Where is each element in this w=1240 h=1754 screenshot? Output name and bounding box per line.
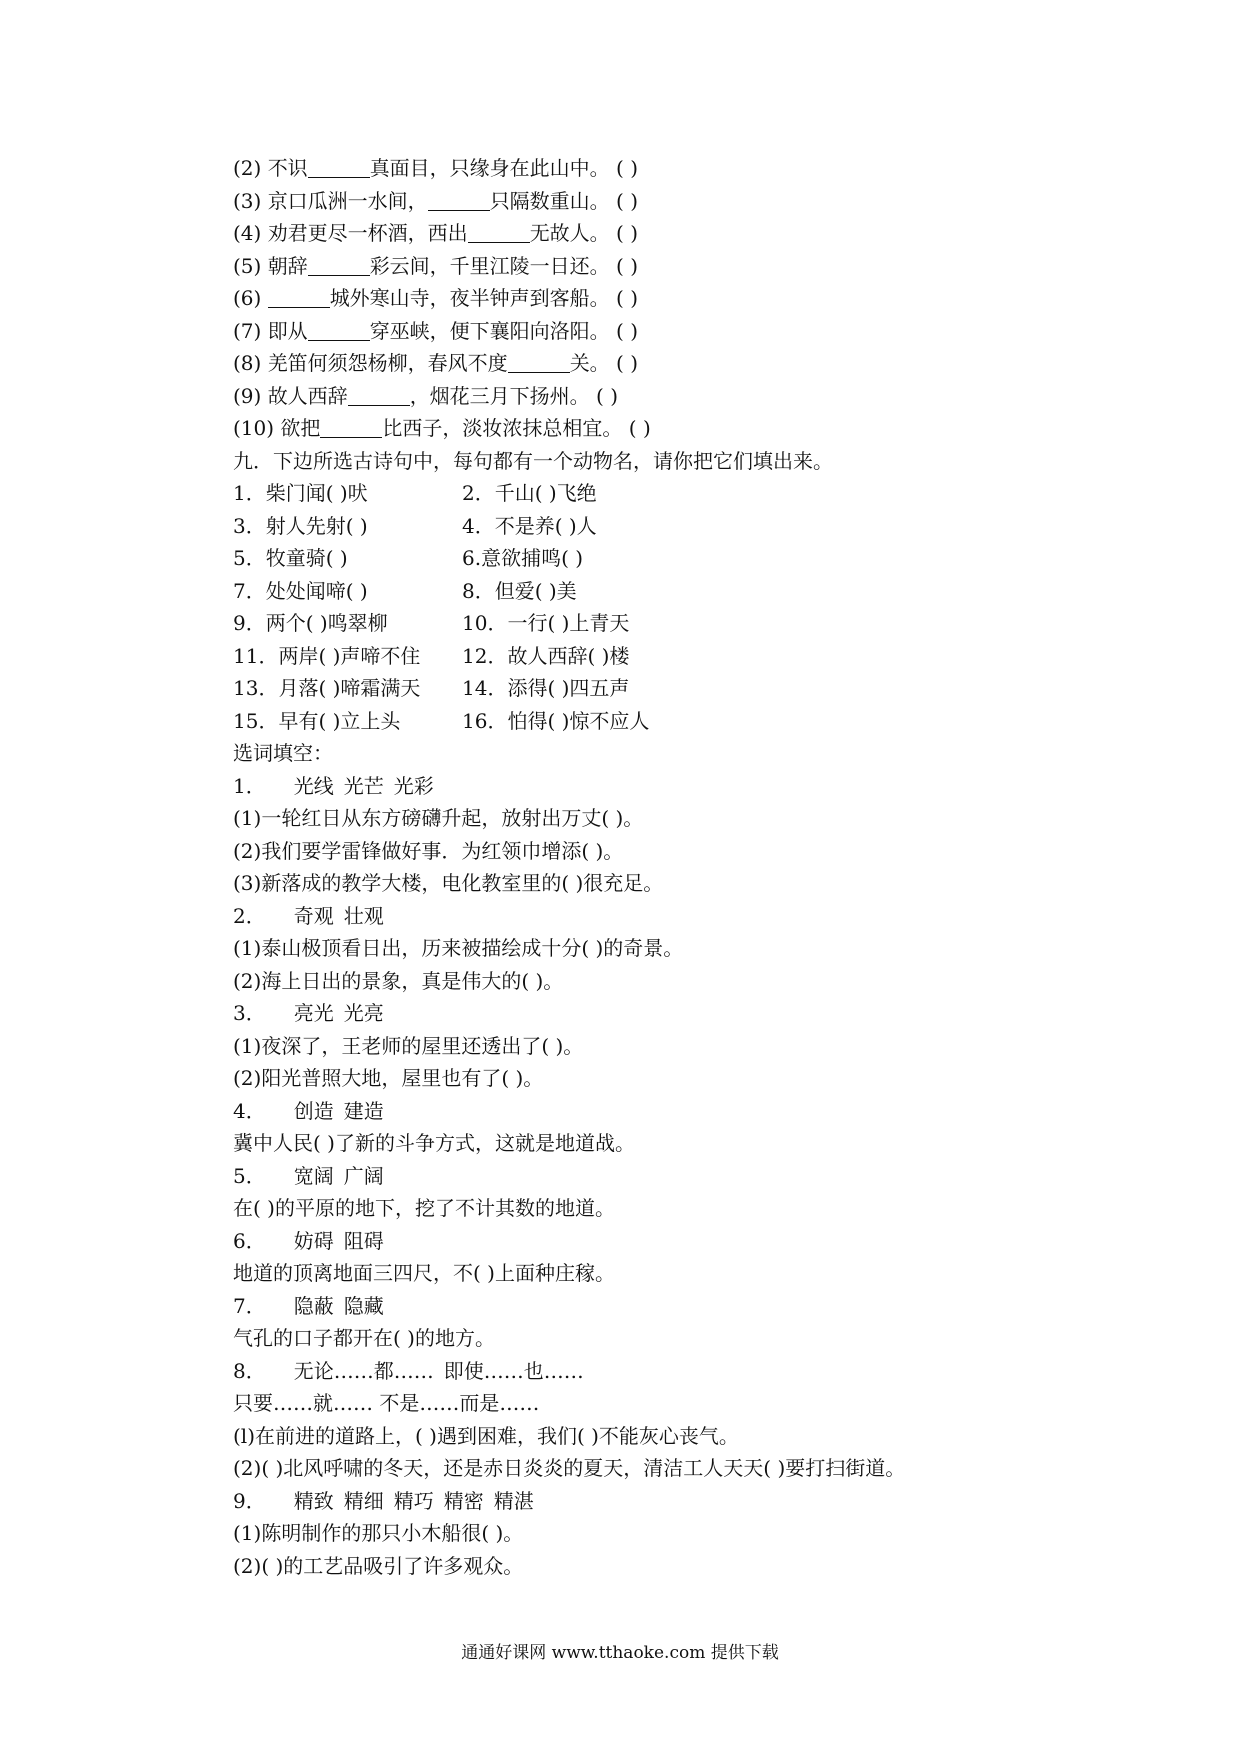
animal-row [233,672,1193,705]
section-title: 九．下边所选古诗句中，每句都有一个动物名，请你把它们填出来。 [233,448,833,473]
word-option: 精细 [343,1488,384,1513]
vocab-group [233,1095,1193,1160]
question-line: (2)海上日出的景象，真是伟大的( )。 [233,968,564,993]
animal-row [233,575,1193,608]
option-line: 8． 无论……都…… 即使……也…… [233,1358,584,1383]
question-line: (1)泰山极顶看日出，历来被描绘成十分( )的奇景。 [233,936,684,960]
word-option: 精巧 [393,1488,434,1513]
word-option: 光芒 [343,773,384,798]
word-option: 创造 [293,1098,334,1123]
word-option: 奇观 [293,903,334,928]
word-option: 隐藏 [343,1293,384,1318]
question-line: 在( )的平原的地下，挖了不计其数的地道。 [233,1196,615,1220]
vocab-group [233,1485,1193,1583]
word-option: 妨碍 [293,1228,334,1253]
vocab-group [233,1160,1193,1225]
answer-blank [508,352,570,373]
footer-credit: 通通好课网 www.tthaoke.com 提供下载 [461,1643,779,1663]
question-line: (1)夜深了，王老师的屋里还透出了( )。 [233,1033,584,1058]
section-title: 选词填空： [233,741,333,765]
question-line: 冀中人民( )了新的斗争方式，这就是地道战。 [233,1131,635,1155]
word-option: 光亮 [343,1001,384,1025]
animal-item: 13．月落( )啼霜满天 [233,676,421,700]
animal-item: 8．但爱( )美 [462,578,577,603]
animal-item: 16．怕得( )惊不应人 [462,708,650,733]
poem-fill-item: (5) 朝辞 彩云间，千里江陵一日还。 ( ) [233,253,639,278]
answer-blank [348,385,410,406]
word-option: 壮观 [343,903,384,928]
poem-fill-item: (9) 故人西辞 ，烟花三月下扬州。 ( ) [233,383,619,408]
animal-item: 15．早有( )立上头 [233,708,401,733]
section-9 [233,445,1193,738]
word-option: 宽阔 [293,1163,334,1188]
question-line: (1)一轮红日从东方磅礴升起，放射出万丈( )。 [233,806,644,830]
animal-item: 14．添得( )四五声 [462,676,630,700]
question-line: (2)( )的工艺品吸引了许多观众。 [233,1553,524,1578]
word-option: 精密 [443,1488,484,1513]
animal-row [233,705,1193,738]
answer-blank [268,287,330,308]
animal-item: 5．牧童骑( ) [233,546,348,570]
animal-item: 12．故人西辞( )楼 [462,643,630,668]
animal-item: 6.意欲捕鸣( ) [462,546,584,570]
word-option: 隐蔽 [293,1293,334,1318]
poem-fill-item: (6) 城外寒山寺，夜半钟声到客船。 ( ) [233,286,639,310]
question-line: (2)我们要学雷锋做好事．为红领巾增添( )。 [233,838,624,863]
poem-fill-item: (10) 欲把 比西子，淡妆浓抹总相宜。 ( ) [233,416,651,440]
poem-fill-item: (3) 京口瓜洲一水间， 只隔数重山。 ( ) [233,188,639,213]
question-line: (1)陈明制作的那只小木船很( )。 [233,1521,524,1545]
option-line: 5． 宽阔 广阔 [233,1163,384,1188]
word-option: 阻碍 [343,1228,384,1253]
question-line: 气孔的口子都开在( )的地方。 [233,1326,495,1350]
option-line: 4． 创造 建造 [233,1098,384,1123]
document-body [233,152,1193,1582]
section-8-items [233,152,1193,445]
vocab-group [233,1225,1193,1290]
animal-item: 3．射人先射( ) [233,513,368,538]
word-option: 建造 [343,1098,384,1123]
vocab-group [233,770,1193,900]
animal-item: 1．柴门闻( )吠 [233,481,368,505]
vocab-section [233,737,1193,1582]
poem-fill-item: (8) 羌笛何须怨杨柳，春风不度 关。 ( ) [233,351,639,375]
animal-row [233,477,1193,510]
animal-row [233,607,1193,640]
animal-item: 9．两个( )鸣翠柳 [233,611,388,635]
animal-item: 2．千山( )飞绝 [462,481,597,505]
option-line: 1． 光线 光芒 光彩 [233,773,434,798]
option-line: 6． 妨碍 阻碍 [233,1228,384,1253]
word-option: 广阔 [343,1163,384,1188]
animal-row [233,542,1193,575]
answer-blank [308,157,370,178]
answer-blank [468,222,530,243]
word-option: 光彩 [393,773,434,798]
question-line: (2)( )北风呼啸的冬天，还是赤日炎炎的夏天，清洁工人天天( )要打扫街道。 [233,1456,906,1480]
vocab-group [233,900,1193,998]
option-line: 3． 亮光 光亮 [233,1001,384,1025]
word-option: 精湛 [493,1488,534,1513]
vocab-group [233,1290,1193,1355]
word-option: 光线 [293,773,334,798]
animal-item: 10．一行( )上青天 [462,611,630,635]
question-line: (l)在前进的道路上，( )遇到困难，我们( )不能灰心丧气。 [233,1423,739,1448]
word-option: 无论……都…… [293,1358,434,1383]
word-option: 精致 [293,1488,334,1513]
vocab-group [233,1355,1193,1485]
animal-row [233,510,1193,543]
animal-item: 11．两岸( )声啼不住 [233,643,421,668]
vocab-group [233,997,1193,1095]
poem-fill-item: (2) 不识 真面目，只缘身在此山中。 ( ) [233,156,639,180]
answer-blank [320,417,382,438]
answer-blank [428,190,490,211]
poem-fill-item: (7) 即从 穿巫峡，便下襄阳向洛阳。 ( ) [233,318,639,343]
animal-item: 4．不是养( )人 [462,513,597,538]
word-option: 即使……也…… [443,1358,584,1383]
option-line: 2． 奇观 壮观 [233,903,384,928]
poem-fill-item: (4) 劝君更尽一杯酒，西出 无故人。 ( ) [233,221,639,245]
animal-row [233,640,1193,673]
animal-item: 7．处处闻啼( ) [233,578,368,603]
question-line: 地道的顶离地面三四尺，不( )上面种庄稼。 [233,1261,615,1285]
question-line: 只要……就…… 不是……而是…… [233,1391,540,1415]
answer-blank [308,255,370,276]
option-line: 9． 精致 精细 精巧 精密 精湛 [233,1488,534,1513]
option-line: 7． 隐蔽 隐藏 [233,1293,384,1318]
word-option: 亮光 [293,1001,334,1025]
question-line: (3)新落成的教学大楼，电化教室里的( )很充足。 [233,871,664,895]
answer-blank [308,320,370,341]
question-line: (2)阳光普照大地，屋里也有了( )。 [233,1066,544,1090]
